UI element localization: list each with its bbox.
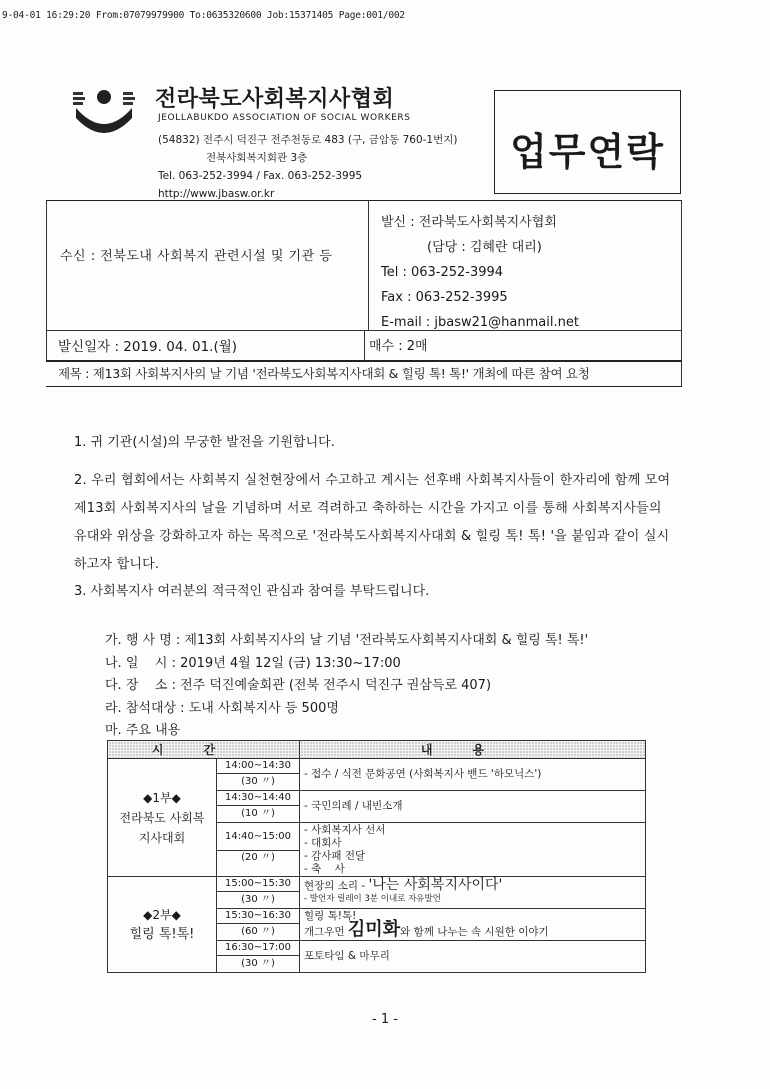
duration-cell: (30 〃) (217, 892, 300, 909)
time-cell: 14:00~14:30 (217, 759, 300, 774)
table-row (108, 877, 646, 892)
divider (364, 330, 365, 360)
part-marker: ◆2부◆ (143, 907, 181, 922)
event-details (105, 630, 588, 743)
content-cell (300, 823, 646, 877)
content-line (304, 879, 641, 893)
time-cell: 15:00~15:30 (217, 877, 300, 892)
content-text: '나는 사회복지사이다' (368, 877, 503, 893)
content-note: - 발언자 릴레이 3분 이내로 자유발언 (304, 894, 441, 904)
content-cell: - 국민의례 / 내빈소개 (300, 791, 646, 823)
recipient: 수신 : 전북도내 사회복지 관련시설 및 기관 등 (60, 249, 333, 264)
document-type: 업무연락 (510, 130, 665, 174)
sender-contact-person: (담당 : 김혜란 대리) (427, 240, 542, 255)
time-cell: 14:40~15:00 (217, 823, 300, 851)
divider (46, 360, 682, 362)
paragraph-1: 1. 귀 기관(시설)의 무궁한 발전을 기원합니다. (74, 435, 335, 450)
organization-name: 전라북도사회복지사협회 (155, 87, 395, 112)
content-cell: 포토타임 & 마무리 (300, 941, 646, 973)
divider (46, 200, 47, 360)
organization-contact-block (158, 131, 457, 203)
document-type-box (494, 90, 681, 194)
event-name: 가. 행 사 명 : 제13회 사회복지사의 날 기념 '전라북도사회복지사대회 & 힐링 톡! 톡!' (105, 633, 589, 648)
content-text: 개그우먼 (304, 926, 348, 938)
content-line: - 사회복지사 선서 (304, 823, 386, 836)
duration-cell: (30 〃) (217, 956, 300, 973)
content-line: - 대회사 (304, 836, 342, 849)
phone-fax: Tel. 063-252-3994 / Fax. 063-252-3995 (158, 170, 363, 182)
duration-cell: (10 〃) (217, 806, 300, 823)
content-cell: - 접수 / 식전 문화공연 (사회복지사 밴드 '하모닉스') (300, 759, 646, 791)
part-name: 힐링 톡!톡! (129, 926, 195, 942)
organization-name-english: JEOLLABUKDO ASSOCIATION OF SOCIAL WORKERS (158, 113, 411, 123)
content-line (304, 919, 641, 940)
sender-block (381, 210, 579, 335)
time-cell: 16:30~17:00 (217, 941, 300, 956)
fax-transmission-header: 9-04-01 16:29:20 From:07079979900 To:0635320600 Job:15371405 Page:001/002 (2, 10, 405, 21)
paragraph-2: 2. 우리 협회에서는 사회복지 실천현장에서 수고하고 계시는 선후배 사회복지사들이 한자리에 함께 모여 제13회 사회복지사의 날을 기념하며 서로 격려하고 축하하는 시간을 가지고 이를 통해 사회복지사들의 유대와 위상을 강화하고자 하는 목적으로 '전라북도사회복지사대회 & 힐링 톡! 톡! '을 붙임과 같이 실시하고자 합니다. (74, 473, 671, 572)
page-number: - 1 - (372, 1012, 398, 1027)
content-line: - 감사패 전달 (304, 849, 366, 862)
divider (46, 200, 682, 201)
sender-tel: Tel : 063-252-3994 (381, 265, 504, 280)
divider (46, 386, 682, 387)
time-cell: 15:30~16:30 (217, 909, 300, 924)
page-count: 매수 : 2매 (369, 339, 428, 354)
event-venue: 다. 장 소 : 전주 덕진예술회관 (전북 전주시 덕진구 권삼득로 407) (105, 678, 492, 693)
table-header-row (108, 741, 646, 759)
event-datetime: 나. 일 시 : 2019년 4월 12일 (금) 13:30~17:00 (105, 655, 401, 671)
association-logo-icon (73, 88, 135, 136)
content-text: 와 함께 나누는 속 시원한 이야기 (400, 926, 549, 938)
address-line: 전북사회복지회관 3층 (206, 152, 308, 164)
content-line: - 축 사 (304, 862, 345, 875)
sender-email: E-mail : jbasw21@hanmail.net (381, 315, 579, 330)
address-line: (54832) 전주시 덕진구 전주천동로 483 (구, 금암동 760-1번지) (158, 134, 458, 146)
content-text: 현장의 소리 - (304, 880, 369, 892)
paragraph-3: 3. 사회복지사 여러분의 적극적인 관심과 참여를 부탁드립니다. (74, 584, 430, 599)
duration-cell: (20 〃) (217, 851, 300, 877)
part2-cell (108, 877, 217, 973)
part-name: 전라북도 사회복지사대회 (119, 810, 205, 845)
website: http://www.jbasw.or.kr (158, 188, 275, 200)
event-program-heading: 마. 주요 내용 (105, 723, 181, 738)
divider (368, 200, 369, 330)
sender-name: 발신 : 전라북도사회복지사협회 (381, 215, 557, 230)
content-line: 힐링 톡!톡! (304, 910, 357, 922)
duration-cell: (60 〃) (217, 924, 300, 941)
duration-cell: (30 〃) (217, 774, 300, 791)
header-content: 내용 (300, 741, 646, 759)
content-cell (300, 909, 646, 941)
header-time: 시간 (108, 741, 300, 759)
time-cell: 14:30~14:40 (217, 791, 300, 806)
part-marker: ◆1부◆ (143, 790, 181, 805)
subject-line: 제목 : 제13회 사회복지사의 날 기념 '전라북도사회복지사대회 & 힐링 톡! 톡!' 개최에 따른 참여 요청 (58, 366, 590, 381)
content-cell (300, 877, 646, 909)
content-text-emphasis: 김미화 (347, 919, 401, 940)
table-row (108, 759, 646, 774)
sender-fax: Fax : 063-252-3995 (381, 290, 508, 305)
schedule-table (107, 740, 646, 973)
part1-cell (108, 759, 217, 877)
divider (681, 200, 682, 386)
event-attendees: 라. 참석대상 : 도내 사회복지사 등 500명 (105, 700, 339, 716)
send-date: 발신일자 : 2019. 04. 01.(월) (58, 339, 238, 355)
